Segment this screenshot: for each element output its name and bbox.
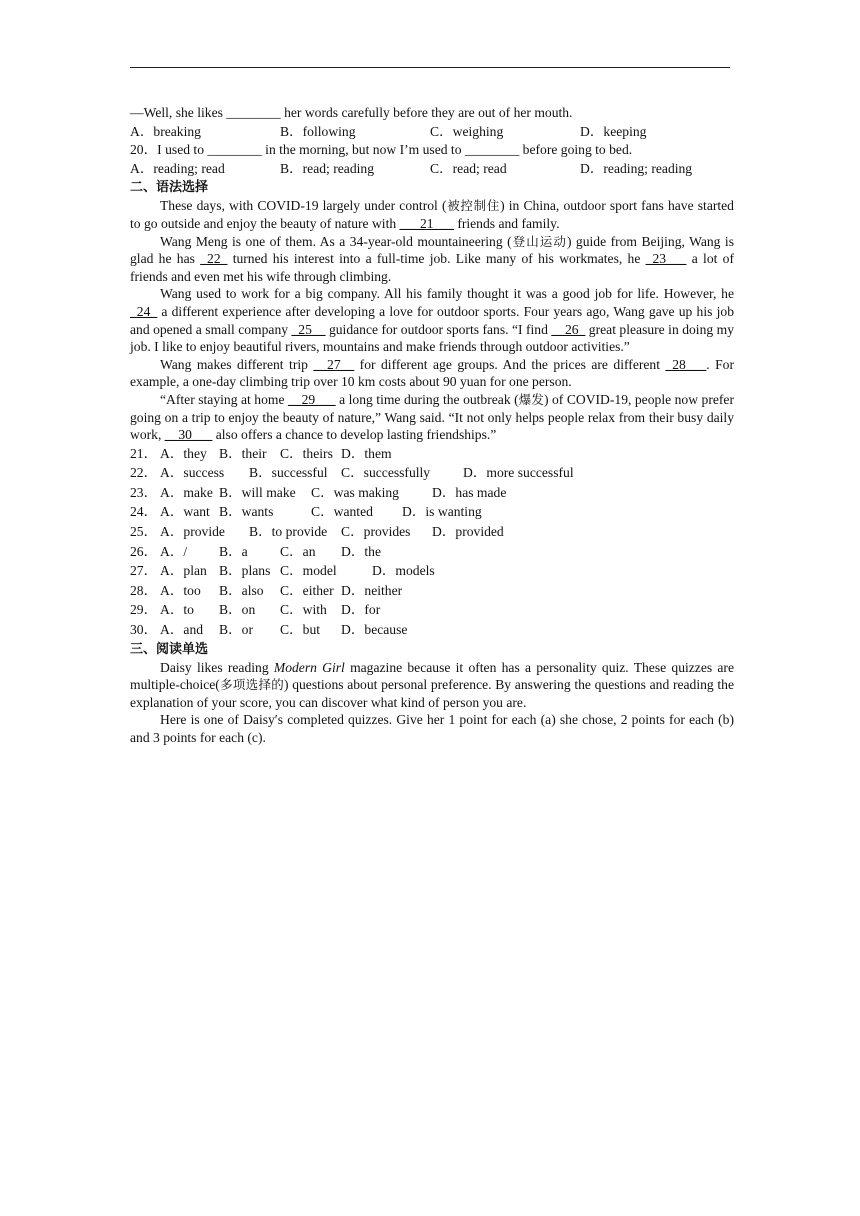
- text: magazine because it often has a personality quiz. These quizzes are multiple-choice(: [130, 659, 734, 693]
- blank-27: __27__: [313, 356, 355, 372]
- option-c: C．model: [280, 563, 337, 579]
- option-a: A．make: [160, 484, 213, 500]
- text: . For example, a one-day climbing trip over 10 km costs about 90 yuan for one person.: [130, 356, 734, 390]
- text: Wang Meng is one of them. As a 34-year-old mountaineering (: [160, 233, 512, 249]
- question-30: [130, 620, 734, 640]
- blank-28: _28___: [665, 356, 707, 372]
- option-c: C．either: [280, 582, 334, 598]
- option-d: D．neither: [341, 582, 403, 598]
- q20-options: [130, 159, 734, 179]
- option-b: B．plans: [219, 563, 271, 579]
- reading-paragraph-1: [130, 659, 734, 712]
- option-b: B．successful: [249, 465, 328, 481]
- question-27: [130, 561, 734, 581]
- text: ) guide from Beijing, Wang is glad he has: [130, 233, 734, 267]
- blank-30: __30___: [164, 427, 213, 443]
- option-a: A．success: [160, 465, 225, 481]
- option-c: C．with: [280, 602, 327, 618]
- q19-options: [130, 122, 734, 142]
- question-number: 25．: [130, 524, 158, 540]
- option-d: D．provided: [432, 524, 504, 540]
- text: ) in China, outdoor sport fans have started to go outside and enjoy the beauty of nature with: [130, 198, 734, 231]
- option-c: C．provides: [341, 524, 411, 540]
- option-c: C．successfully: [341, 465, 431, 481]
- question-28: [130, 581, 734, 601]
- question-22: [130, 463, 734, 483]
- option-c: C．but: [280, 622, 321, 638]
- gloss: 爆发: [518, 391, 544, 407]
- text: guidance for outdoor sports fans. “I find: [325, 321, 552, 337]
- q19-option-c: C．weighing: [430, 123, 504, 139]
- header-rule: [130, 67, 730, 68]
- blank-21: ___21___: [399, 215, 454, 231]
- text: a different experience after developing a love for outdoor sports. Four years ago, Wang gave up his job and opened a small company: [130, 303, 734, 337]
- text: ) of COVID-19, people now prefer going on a trip to enjoy the beauty of nature,” Wang said. “It not only helps people relax from their busy daily work,: [130, 391, 734, 443]
- text: Wang used to work for a big company. All his family thought it was a good job for life. However, he: [160, 286, 734, 302]
- q19-option-b: B．following: [280, 123, 356, 139]
- blank-29: __29___: [288, 391, 336, 407]
- text: turned his interest into a full-time job. Like many of his workmates, he: [227, 251, 646, 267]
- option-c: C．was making: [311, 484, 399, 500]
- option-d: D．is wanting: [402, 504, 482, 520]
- gloss: 多项选择的: [219, 677, 284, 693]
- option-b: B．to provide: [249, 524, 328, 540]
- option-d: D．has made: [432, 484, 507, 500]
- option-d: D．the: [341, 543, 382, 559]
- option-a: A．/: [160, 543, 188, 559]
- option-a: A．too: [160, 582, 201, 598]
- blank-26: __26_: [551, 321, 586, 337]
- blank-25: _25__: [291, 321, 326, 337]
- text: a long time during the outbreak (: [335, 391, 519, 407]
- question-number: 29．: [130, 602, 158, 618]
- option-a: A．they: [160, 445, 207, 461]
- text: friends and family.: [453, 215, 560, 231]
- option-b: B．also: [219, 582, 264, 598]
- text: also offers a chance to develop lasting friendships.”: [212, 427, 497, 443]
- option-d: D．them: [341, 445, 392, 461]
- q20-option-a: A．reading; read: [130, 160, 225, 176]
- option-d: D．more successful: [463, 465, 574, 481]
- text: for different age groups. And the prices are different: [354, 356, 666, 372]
- q20-option-b: B．read; reading: [280, 160, 374, 176]
- question-26: [130, 542, 734, 562]
- question-number: 22．: [130, 465, 158, 481]
- passage-paragraph-2: [130, 233, 734, 286]
- question-number: 26．: [130, 543, 158, 559]
- passage-paragraph-5: [130, 391, 734, 444]
- blank-22: _22_: [200, 251, 228, 267]
- text: Wang makes different trip: [160, 356, 314, 372]
- q20-option-c: C．read; read: [430, 160, 507, 176]
- text: ) questions about personal preference. By answering the questions and reading the explanation of your score, you can discover what kind of person you are.: [130, 677, 734, 710]
- blank-23: _23___: [645, 251, 687, 267]
- option-a: A．want: [160, 504, 210, 520]
- magazine-title: Modern Girl: [273, 659, 345, 675]
- q19-stem: —Well, she likes ________ her words carefully before they are out of her mouth.: [130, 105, 573, 120]
- option-a: A．plan: [160, 563, 207, 579]
- question-number: 28．: [130, 582, 158, 598]
- question-24: [130, 502, 734, 522]
- text: These days, with COVID-19 largely under control (: [160, 198, 447, 214]
- text: a lot of friends and even met his wife through climbing.: [130, 251, 735, 284]
- reading-paragraph-2: Here is one of Daisy′s completed quizzes. Give her 1 point for each (a) she chose, 2 points for each (b) and 3 points for each (c).: [130, 712, 734, 745]
- question-21: [130, 444, 734, 464]
- option-a: A．to: [160, 602, 194, 618]
- question-29: [130, 600, 734, 620]
- question-number: 24．: [130, 504, 158, 520]
- question-number: 21．: [130, 445, 158, 461]
- question-23: [130, 483, 734, 503]
- text: great pleasure in doing my job. I like to enjoy beautiful rivers, mountains and make friends through outdoor activities.”: [130, 321, 735, 355]
- text: “After staying at home: [160, 391, 289, 407]
- option-b: B．will make: [219, 484, 296, 500]
- option-d: D．because: [341, 622, 408, 638]
- gloss: 登山运动: [511, 233, 567, 249]
- text: Daisy likes reading: [160, 659, 274, 675]
- blank-24: _24_: [130, 303, 158, 319]
- option-b: B．their: [219, 445, 267, 461]
- section2-heading: 二、语法选择: [130, 180, 209, 196]
- q19-option-a: A．breaking: [130, 123, 201, 139]
- question-25: [130, 522, 734, 542]
- gloss: 被控制住: [446, 198, 501, 214]
- q20-option-d: D．reading; reading: [580, 160, 693, 176]
- document-body: [130, 104, 734, 747]
- passage-paragraph-3: [130, 285, 734, 355]
- option-b: B．wants: [219, 504, 274, 520]
- option-d: D．models: [372, 563, 435, 579]
- question-number: 27．: [130, 563, 158, 579]
- question-number: 23．: [130, 484, 158, 500]
- option-a: A．provide: [160, 524, 225, 540]
- option-a: A．and: [160, 622, 204, 638]
- option-c: C．an: [280, 543, 316, 559]
- question-number: 30．: [130, 622, 158, 638]
- option-b: B．or: [219, 622, 253, 638]
- passage-paragraph-1: [130, 197, 734, 232]
- option-b: B．a: [219, 543, 248, 559]
- section3-heading: 三、阅读单选: [130, 641, 209, 657]
- q19-option-d: D．keeping: [580, 123, 647, 139]
- passage-paragraph-4: [130, 356, 734, 391]
- q20-stem: 20．I used to ________ in the morning, but now I’m used to ________ before going to bed.: [130, 142, 633, 158]
- option-d: D．for: [341, 602, 381, 618]
- option-b: B．on: [219, 602, 256, 618]
- question-list: [130, 444, 734, 640]
- option-c: C．theirs: [280, 445, 333, 461]
- option-c: C．wanted: [311, 504, 373, 520]
